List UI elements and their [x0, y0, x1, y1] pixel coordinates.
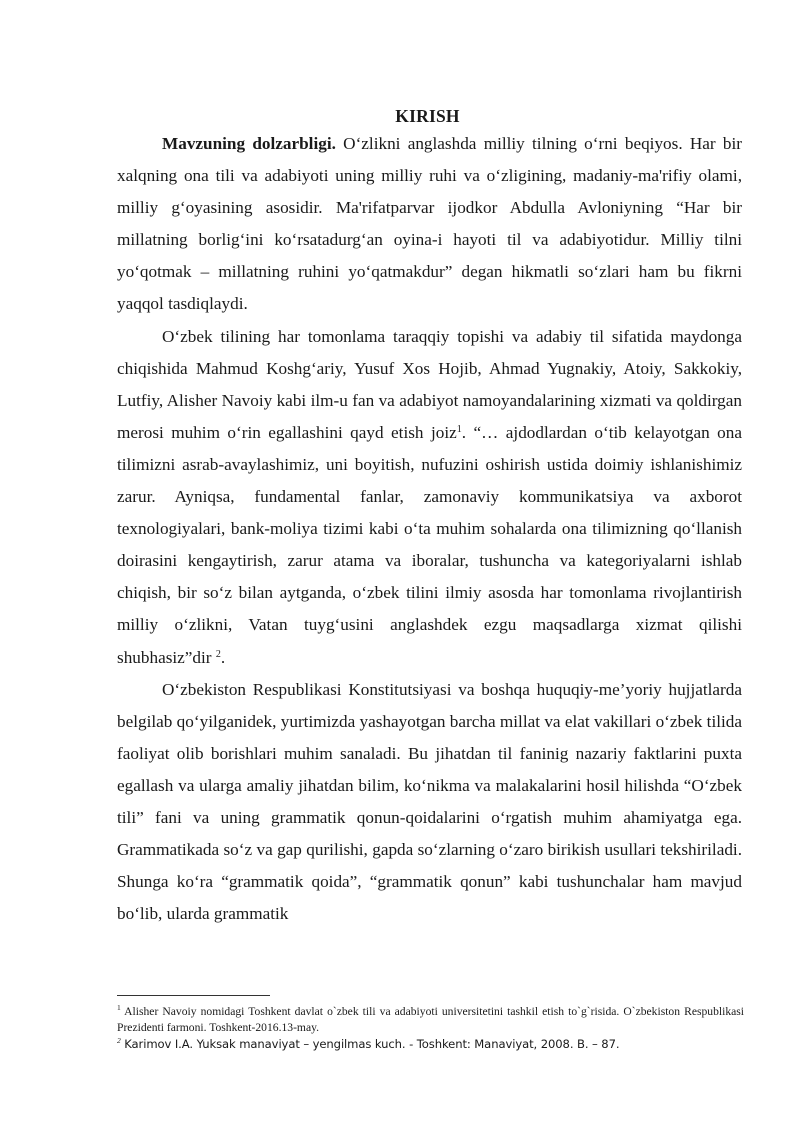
paragraph-language-development [117, 321, 742, 674]
footnote-1 [117, 1004, 744, 1036]
body-text [117, 128, 742, 930]
paragraph-2-text-end: . [220, 647, 226, 667]
page-heading: KIRISH [395, 106, 460, 126]
footnote-2-text: Karimov I.A. Yuksak manaviyat – yengilmas kuch. - Toshkent: Manaviyat, 2008. B. – 87. [120, 1037, 620, 1051]
paragraph-relevance [117, 128, 742, 321]
footnote-ref-1[interactable]: 1 [456, 423, 462, 435]
paragraph-3-text: O‘zbekiston Respublikasi Konstitutsiyasi va boshqa huquqiy-me’yoriy hujjatlarda belgilab qo‘yilganidek, yurtimizda yashayotgan barcha millat va elat vakillari o‘zbek tilida faoliyat olib borishlari muhim sanaladi. Bu jihatdan til faninig nazariy faktlarini puxta egallash va ularga amaliy jihatdan bilim, ko‘nikma va malakalarini hosil hilishda “O‘zbek tili” fani va uning grammatik qonun-qoidalarini o‘rgatish muhim ahamiyatga ega. Grammatikada so‘z va gap qurilishi, gapda so‘zlarning o‘zaro birikish usullari tekshiriladi. Shunga ko‘ra “grammatik qoida”, “grammatik qonun” kabi tushunchalar ham mavjud bo‘lib, ularda grammatik [117, 679, 742, 924]
paragraph-constitution [117, 674, 742, 931]
footnote-ref-2[interactable]: 2 [215, 648, 221, 660]
footnote-2-mark: 2 [117, 1036, 121, 1045]
footnote-2 [117, 1036, 744, 1052]
footnote-1-mark: 1 [117, 1003, 121, 1012]
relevance-lead: Mavzuning dolzarbligi. [162, 134, 336, 153]
paragraph-2-text-b: . “… ajdodlardan o‘tib kelayotgan ona tilimizni asrab-avaylashimiz, uni boyitish, nufuzini oshirish ustida doimiy ishlanishimiz zarur. Ayniqsa, fundamental fanlar, zamonaviy kommunikatsiya va axborot texnologiyalari, bank-moliya tizimi kabi o‘ta muhim sohalarda ona tilimizning qo‘llanish doirasini kengaytirish, zarur atama va iboralar, tushuncha va kategoriyalarni ishlab chiqish, bir so‘z bilan aytganda, o‘zbek tilini ilmiy asosda har tomonlama rivojlantirish milliy o‘zlikni, Vatan tuyg‘usini anglashdek ezgu maqsadlarga xizmat qilishi shubhasiz”dir [117, 422, 742, 667]
footnote-1-text: Alisher Navoiy nomidagi Toshkent davlat o`zbek tili va adabiyoti universitetini tashkil etish to`g`risida. O`zbekiston Respublikasi Prezidenti farmoni. Toshkent-2016.13-may. [117, 1005, 744, 1034]
relevance-text: O‘zlikni anglashda milliy tilning o‘rni beqiyos. Har bir xalqning ona tili va adabiyoti uning milliy ruhi va o‘zligining, madaniy-ma'rifiy olami, milliy g‘oyasining asosidir. Ma'rifatparvar ijodkor Abdulla Avloniyning “Har bir millatning borlig‘ini ko‘rsatadurg‘an oyina-i hayoti til va adabiyotidur. Milliy tilni yo‘qotmak – millatning ruhini yo‘qatmakdur” degan hikmatli so‘zlari ham bu fikrni yaqqol tasdiqlaydi. [117, 134, 742, 314]
footnote-separator [117, 995, 270, 996]
paragraph-2-text-a: O‘zbek tilining har tomonlama taraqqiy topishi va adabiy til sifatida maydonga chiqishida Mahmud Koshg‘ariy, Yusuf Xos Hojib, Ahmad Yugnakiy, Atoiy, Sakkokiy, Lutfiy, Alisher Navoiy kabi ilm-u fan va adabiyot namoyandalarining xizmati va qoldirgan merosi muhim o‘rin egallashini qayd etish joiz [117, 326, 742, 442]
